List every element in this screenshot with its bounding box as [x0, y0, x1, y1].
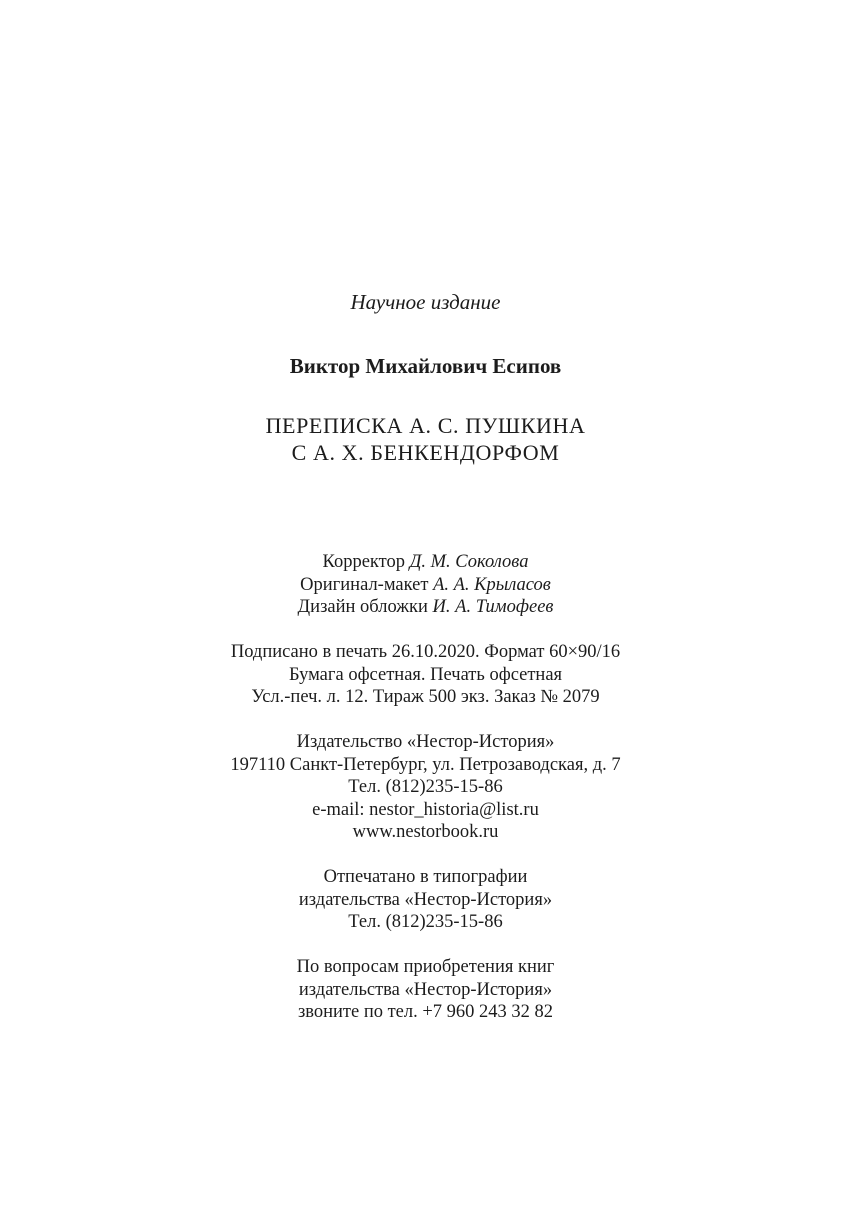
book-title-line-2: С А. Х. БЕНКЕНДОРФОМ: [291, 440, 560, 465]
publisher-block: [0, 731, 851, 844]
credit-person: А. А. Крыласов: [433, 574, 551, 595]
edition-type: Научное издание: [350, 290, 501, 314]
publisher-website: www.nestorbook.ru: [352, 822, 499, 842]
publisher-phone: Тел. (812)235-15-86: [348, 777, 503, 797]
book-title-line-1: ПЕРЕПИСКА А. С. ПУШКИНА: [265, 413, 586, 438]
print-info-line: Подписано в печать 26.10.2020. Формат 60×90/16: [230, 642, 621, 662]
author-name: Виктор Михайлович Есипов: [289, 354, 562, 378]
credits-block: [0, 551, 851, 619]
printed-at-line: Отпечатано в типографии: [323, 867, 528, 887]
publisher-name: Издательство «Нестор-История»: [296, 732, 555, 752]
credit-line-corrector: [0, 551, 851, 574]
publisher-email: e-mail: nestor_historia@list.ru: [312, 799, 539, 820]
credit-line-layout: [0, 574, 851, 597]
publisher-address: 197110 Санкт-Петербург, ул. Петрозаводская, д. 7: [230, 754, 621, 775]
credit-person: Д. М. Соколова: [409, 552, 529, 572]
book-title: [0, 412, 851, 466]
print-info-line: Усл.-печ. л. 12. Тираж 500 экз. Заказ № 2079: [251, 687, 600, 707]
credit-role: Оригинал-макет: [300, 574, 429, 595]
orders-block: [0, 956, 851, 1024]
printed-at-line: Тел. (812)235-15-86: [348, 912, 503, 932]
printed-at-line: издательства «Нестор-История»: [298, 889, 553, 910]
print-info-block: [0, 641, 851, 709]
credit-person: И. А. Тимофеев: [432, 597, 554, 617]
credit-role: Корректор: [322, 552, 405, 572]
credit-line-cover-design: [0, 596, 851, 619]
orders-line: По вопросам приобретения книг: [296, 957, 555, 977]
orders-line: издательства «Нестор-История»: [298, 979, 553, 1000]
printed-at-block: [0, 866, 851, 934]
print-info-line: Бумага офсетная. Печать офсетная: [288, 664, 563, 685]
orders-line: звоните по тел. +7 960 243 32 82: [297, 1002, 554, 1022]
credit-role: Дизайн обложки: [297, 597, 428, 617]
